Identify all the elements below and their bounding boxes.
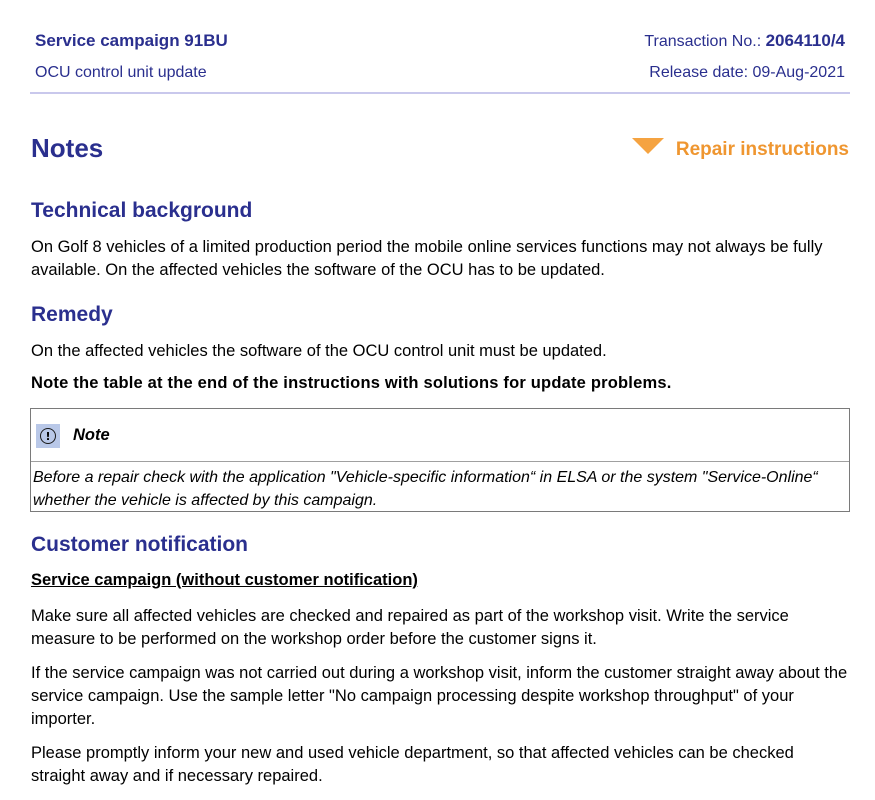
note-divider: [31, 461, 849, 462]
technical-background-text: On Golf 8 vehicles of a limited production period the mobile online services functions may not always be fully available. On the affected vehicles the software of the OCU has to be updated.: [31, 238, 823, 279]
customer-paragraph-1: Make sure all affected vehicles are checked and repaired as part of the workshop visit. Write the service measure to be performed on the workshop order before the customer signs it.: [31, 607, 789, 648]
triangle-down-icon: [632, 138, 664, 154]
note-box: [30, 408, 850, 512]
customer-notification-heading: Customer notification: [31, 533, 249, 556]
customer-paragraph-2: If the service campaign was not carried out during a workshop visit, inform the customer straight away about the service campaign. Use the sample letter "No campaign processing despite workshop throughput" of your importer.: [31, 664, 848, 728]
page-title: Notes: [31, 133, 104, 163]
customer-paragraph-3: Please promptly inform your new and used vehicle department, so that affected vehicles can be checked straight away and if necessary repaired.: [31, 744, 794, 785]
repair-instructions-label: Repair instructions: [675, 139, 849, 160]
remedy-text: On the affected vehicles the software of the OCU control unit must be updated.: [31, 342, 607, 360]
repair-instructions-link[interactable]: [632, 139, 849, 161]
remedy-heading: Remedy: [31, 303, 113, 326]
transaction-label: Transaction No.:: [644, 33, 766, 50]
transaction-value: 2064110/4: [765, 31, 845, 50]
transaction-number: [644, 31, 845, 51]
customer-notification-subheading: Service campaign (without customer notification): [31, 571, 418, 589]
document-header: [30, 0, 850, 94]
campaign-title: Service campaign 91BU: [35, 31, 228, 50]
technical-background-heading: Technical background: [31, 199, 253, 222]
remedy-bold-note: Note the table at the end of the instructions with solutions for update problems.: [31, 374, 672, 392]
exclamation-info-icon: !: [36, 424, 60, 448]
campaign-subtitle: OCU control unit update: [35, 64, 207, 81]
note-text: Before a repair check with the application "Vehicle-specific information“ in ELSA or the system "Service-Online“ whether the vehicle is affected by this campaign.: [33, 469, 818, 509]
release-date: Release date: 09-Aug-2021: [649, 64, 845, 81]
note-label: Note: [73, 426, 110, 444]
